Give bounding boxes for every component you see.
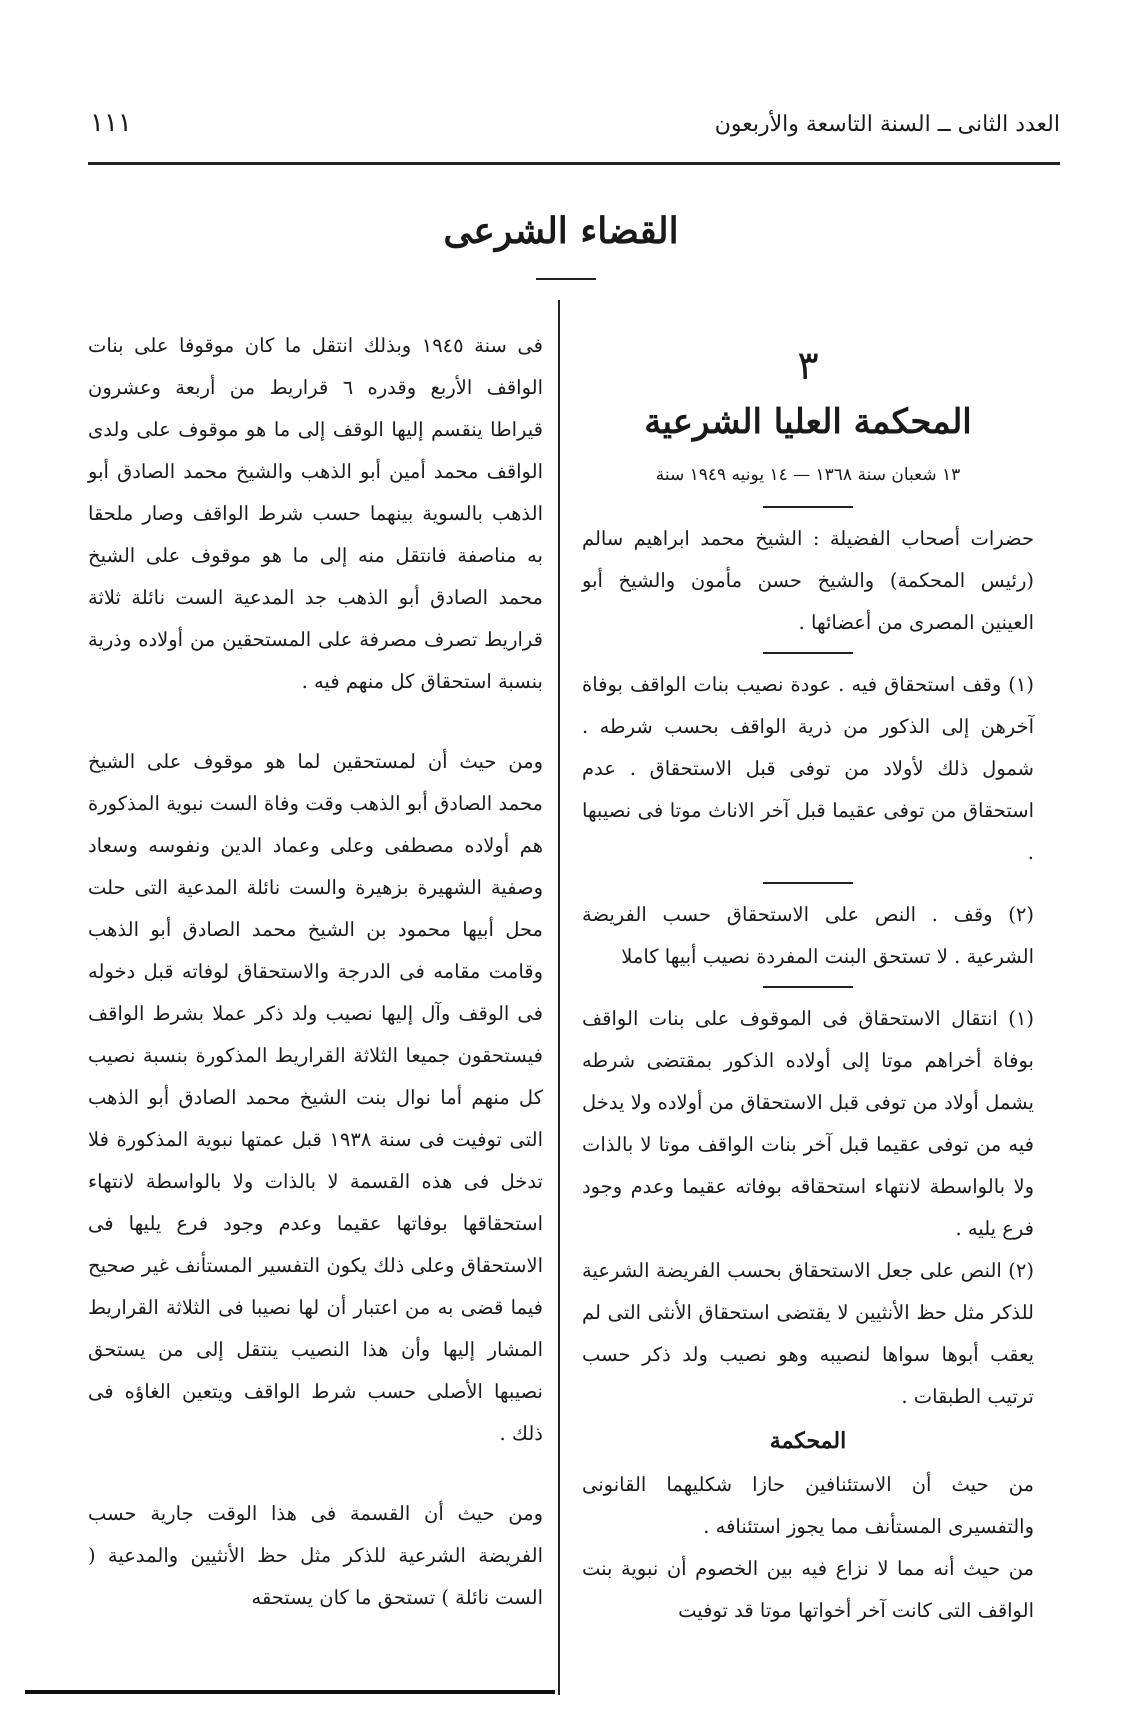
page-header: [90, 108, 1060, 148]
court-heading: المحكمة: [769, 1428, 847, 1454]
principle-2: (٢) النص على جعل الاستحقاق بحسب الفريضة الشرعية للذكر مثل حظ الأنثيين لا يقتضى استحقاق الأنثى التى لم يعقب أبوها سواها لنصيبه وهو نصيب ولد ذكر حسب ترتيب الطبقات .: [582, 1259, 1034, 1408]
left-paragraph-2: ومن حيث أن لمستحقين لما هو موقوف على الشيخ محمد الصادق أبو الذهب وقت وفاة الست نبوية المذكورة هم أولاده مصطفى وعلى وعماد الدين ونفوسه وسعاد وصفية الشهيرة بزهيرة والست نائلة المدعية التى حلت محل أبيها محمود بن الشيخ محمد الصادق أبو الذهب وقامت مقامه فى الدرجة والاستحقاق لوفاته قبل دخوله فى الوقف وآل إليها نصيب ولد ذكر عملا بشرط الواقف فيستحقون جميعا الثلاثة القراريط المذكورة بنسبة نصيب كل منهم أما نوال بنت الشيخ محمد الصادق أبو الذهب التى توفيت فى سنة ١٩٣٨ قبل عمتها نبوية المذكورة فلا تدخل فى هذه القسمة لا بالذات ولا بالواسطة لانتهاء استحقاقها بوفاتها عقيما وعدم وجود فرع يليها فى الاستحقاق وعلى ذلك يكون التفسير المستأنف غير صحيح فيما قضى به من اعتبار أن لها نصيبا فى الثلاثة القراريط المشار إليها وأن هذا النصيب ينتقل إلى من يستحق نصيبها الأصلى حسب شرط الواقف ويتعين الغاؤه فى ذلك .: [88, 750, 543, 1445]
divider: [763, 652, 853, 654]
case-number: ٣: [797, 343, 819, 389]
judgment-date: ١٣ شعبان سنة ١٣٦٨ — ١٤ يونيه ١٩٤٩ سنة: [655, 465, 961, 485]
title-rule: [536, 278, 596, 280]
section-title: القضاء الشرعى: [443, 210, 679, 252]
bottom-rule: [25, 1690, 555, 1694]
summary-2: (٢) وقف . النص على الاستحقاق حسب الفريضة الشرعية . لا تستحق البنت المفردة نصيب أبيها كاملا: [582, 903, 1034, 968]
court-paragraph-2: من حيث أنه مما لا نزاع فيه بين الخصوم أن نبوية بنت الواقف التى كانت آخر أخواتها موتا قد توفيت: [582, 1557, 1034, 1622]
page-number: ١١١: [90, 108, 132, 138]
court-paragraph-1: من حيث أن الاستئنافين حازا شكليهما القانونى والتفسيرى المستأنف مما يجوز استئنافه .: [582, 1473, 1034, 1538]
judges-paragraph: حضرات أصحاب الفضيلة : الشيخ محمد ابراهيم سالم (رئيس المحكمة) والشيخ حسن مأمون والشيخ أبو العينين المصرى من أعضائها .: [582, 527, 1034, 634]
divider: [763, 882, 853, 884]
divider: [763, 506, 853, 508]
left-paragraph-1: فى سنة ١٩٤٥ وبذلك انتقل ما كان موقوفا على بنات الواقف الأربع وقدره ٦ قراريط من أربعة وعشرون قيراطا ينقسم إليها الوقف إلى ما هو موقوف على ولدى الواقف محمد أمين أبو الذهب والشيخ محمد الصادق أبو الذهب بالسوية بينهما حسب شرط الواقف وصار ملحقا به مناصفة فانتقل منه إلى ما هو موقوف على الشيخ محمد الصادق أبو الذهب جد المدعية الست نائلة ثلاثة قراريط تصرف مصرفة على المستحقين من أولاده وذرية بنسبة استحقاق كل منهم فيه .: [88, 334, 543, 693]
left-column: [88, 325, 543, 1619]
header-rule: [88, 162, 1060, 165]
column-divider: [558, 300, 560, 1695]
left-paragraph-3: ومن حيث أن القسمة فى هذا الوقت جارية حسب الفريضة الشرعية للذكر مثل حظ الأنثيين والمدعية ( الست نائلة ) تستحق ما كان يستحقه: [88, 1502, 543, 1609]
summary-1: (١) وقف استحقاق فيه . عودة نصيب بنات الواقف بوفاة آخرهن إلى الذكور من ذرية الواقف بحسب شرطه . شمول ذلك لأولاد من توفى قبل الاستحقاق . عدم استحقاق من توفى عقيما قبل آخر الاناث موتا فى نصيبها .: [582, 673, 1034, 864]
running-title: العدد الثانى ــ السنة التاسعة والأربعون: [714, 112, 1060, 137]
right-column: [582, 340, 1034, 1632]
court-name: المحكمة العليا الشرعية: [644, 402, 972, 442]
divider: [763, 986, 853, 988]
principle-1: (١) انتقال الاستحقاق فى الموقوف على بنات الواقف بوفاة أخراهم موتا إلى أولاده الذكور بمقتضى شرطه يشمل أولاد من توفى قبل الاستحقاق من أولاده ولا يدخل فيه من توفى عقيما قبل آخر بنات الواقف موتا لا بالذات ولا بالواسطة لانتهاء استحقاقه بوفاته عقيما وعدم وجود فرع يليه .: [582, 1007, 1034, 1240]
